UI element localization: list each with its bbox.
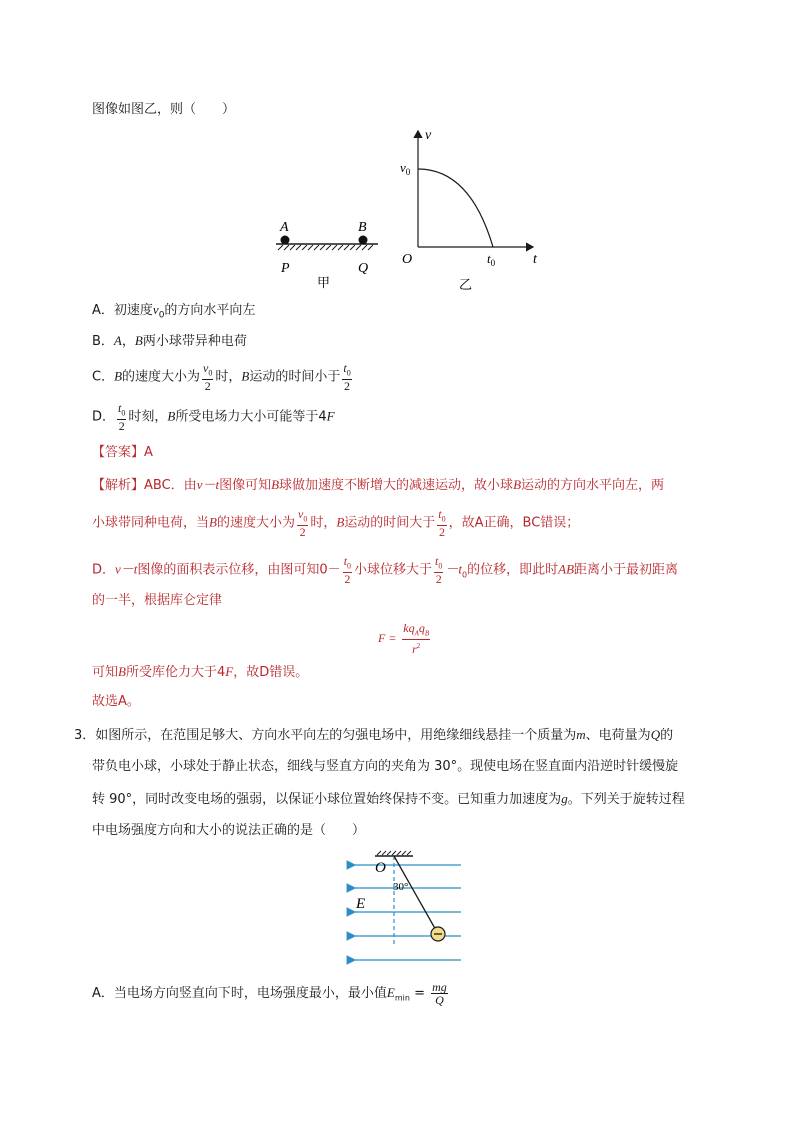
analysis-line-6: 故选A。: [92, 694, 140, 709]
ground-hatching: [278, 245, 373, 250]
velocity-curve: [418, 169, 493, 247]
axis-t-label: t: [533, 252, 537, 267]
figure-jia: [270, 215, 390, 293]
option-c: C．B的速度大小为 $\frac{v_0}{2}$ 时，B运动的时间小于 $\frac{t_0}{2}$: [92, 361, 351, 394]
q3-line-1: 3．如图所示，在范围足够大、方向水平向左的匀强电场中，用绝缘细线悬挂一个质量为m、电荷量为Q的: [74, 727, 674, 743]
q3-line-4: 中电场强度方向和大小的说法正确的是（ ）: [92, 823, 366, 838]
v0-label: v: [400, 160, 406, 175]
caption-yi: 乙: [459, 277, 473, 292]
figure-pendulum-field: [345, 850, 470, 968]
option-b: B．A，B两小球带异种电荷: [92, 333, 247, 349]
analysis-line-1: 【解析】ABC．由v－t图像可知B球做加速度不断增大的减速运动，故小球B运动的方向水平向左，两: [92, 477, 665, 493]
ball-a: [281, 236, 290, 245]
analysis-line-4: 的一半，根据库仑定律: [92, 593, 223, 608]
analysis-line-3: D．v－t图像的面积表示位移，由图可知0－ $\frac{t_0}{2}$ 小球位移大于 $\frac{t_0}{2}$ $-t_0$的位移，即此时AB距离小于最初距离: [92, 554, 679, 587]
t0-label: t: [487, 251, 491, 266]
svg-text:v0: $v_0$: [400, 160, 411, 177]
figure-yi: [395, 125, 555, 295]
q3-line-3: 转 90°，同时改变电场的强弱，以保证小球位置始终保持不变。已知重力加速度为g。下列关于旋转过程: [92, 791, 685, 807]
label-a: A: [280, 220, 289, 235]
ball-b: [359, 236, 368, 245]
origin-label: O: [402, 252, 413, 267]
coulomb-formula: F = $\frac{kq_Aq_B}{r^2}$: [378, 621, 430, 657]
svg-text:t0: $t_0$: [487, 251, 496, 268]
label-p: P: [281, 261, 290, 276]
label-o: O: [375, 860, 386, 876]
label-e: E: [356, 896, 366, 912]
axis-v-label: v: [425, 128, 432, 143]
answer-line: 【答案】A: [92, 445, 153, 460]
question-stem-text: 图像如图乙，则（ ）: [92, 102, 236, 117]
analysis-line-5: 可知B所受库伦力大于4F，故D错误。: [92, 664, 309, 680]
label-angle: 30°: [393, 881, 409, 893]
option-d: D． $\frac{t_0}{2}$ 时刻，B所受电场力大小可能等于4F: [92, 401, 335, 434]
q3-line-2: 带负电小球，小球处于静止状态，细线与竖直方向的夹角为 30°。现使电场在竖直面内沿逆时针缓慢旋: [92, 759, 679, 774]
option-a: A．初速度$v_0$的方向水平向左: [92, 302, 256, 321]
caption-jia: 甲: [317, 275, 331, 290]
label-b: B: [358, 220, 367, 235]
field-lines: [355, 865, 461, 960]
string: [394, 856, 437, 932]
analysis-line-2: 小球带同种电荷，当B的速度大小为 $\frac{v_0}{2}$ 时，B运动的时间大于 $\frac{t_0}{2}$ ，故A正确，BC错误；: [92, 507, 580, 540]
label-q: Q: [358, 261, 369, 276]
q3-option-a: A．当电场方向竖直向下时，电场强度最小，最小值$E_{min}$ = $\frac{mg}{Q}$: [92, 980, 447, 1007]
